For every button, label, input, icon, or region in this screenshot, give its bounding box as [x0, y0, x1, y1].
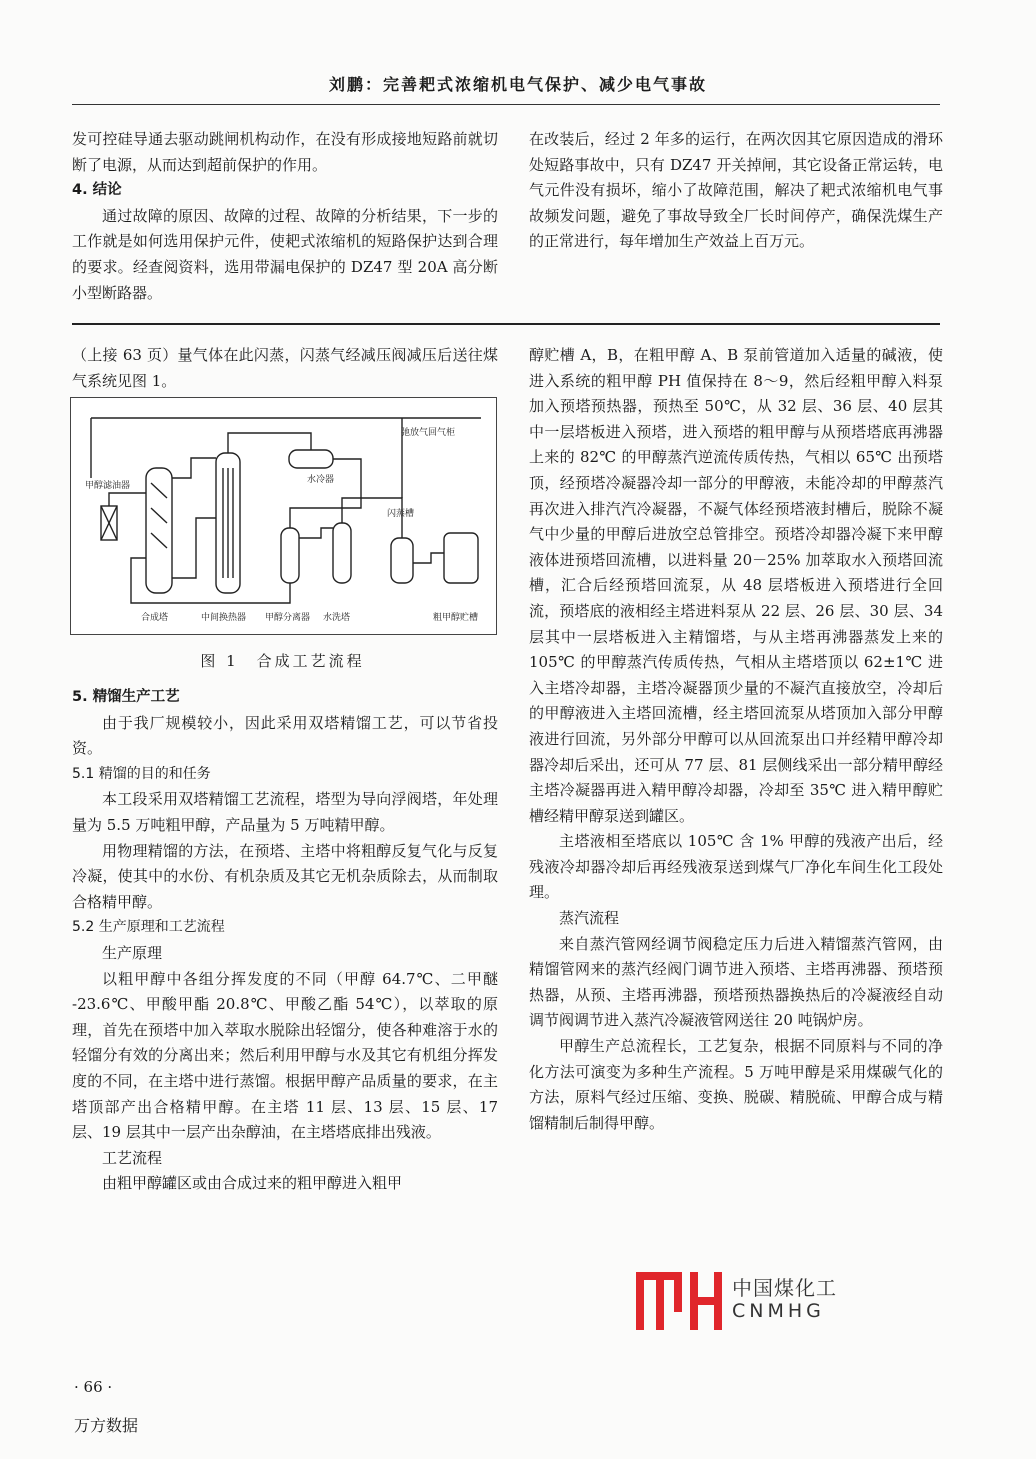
top-left-column — [72, 127, 498, 306]
top-right-column — [529, 127, 943, 255]
flash-tank — [391, 538, 413, 583]
label-cooler: 水冷器 — [307, 475, 335, 485]
label-separator: 甲醇分离器 — [265, 613, 311, 623]
paragraph: 甲醇生产总流程长，工艺复杂，根据不同原料与不同的净化方法可演变为多种生产流程。5 万吨甲醇是采用煤碳气化的方法，原料气经过压缩、变换、脱碳、精脱硫、甲醇合成与精馏精制后制得甲醇。 — [529, 1037, 943, 1132]
label-storage: 粗甲醇贮槽 — [433, 613, 479, 623]
label-synthesis: 合成塔 — [141, 613, 169, 623]
paragraph: 由粗甲醇罐区或由合成过来的粗甲醇进入粗甲 — [102, 1174, 403, 1193]
paragraph: 通过故障的原因、故障的过程、故障的分析结果，下一步的工作就是如何选用保护元件，使耙式浓缩机的短路保护达到合理的要求。经查阅资料，选用带漏电保护的 DZ47 型 20A 高分断小型断路器。 — [72, 206, 498, 302]
label-flash: 闪蒸槽 — [387, 509, 415, 519]
section-divider — [72, 323, 940, 325]
subheading: 生产原理 — [102, 943, 163, 962]
paragraph: 在改装后，经过 2 年多的运行，在两次因其它原因造成的滑环处短路事故中，只有 DZ47 开关掉闸，其它设备正常运转，电气元件没有损坏，缩小了故障范围，解决了耙式浓缩机电气事故频发问题，避免了事故导致全厂长时间停产，确保洗煤生产的正常进行，每年增加生产效益上百万元。 — [529, 130, 943, 251]
figure-caption: 图 1 合成工艺流程 — [200, 652, 365, 670]
label-exchanger: 中间换热器 — [201, 613, 247, 623]
subsection-heading: 5.1 精馏的目的和任务 — [72, 765, 211, 782]
header-rule — [72, 104, 940, 105]
flow-diagram — [71, 398, 496, 634]
water-cooler — [289, 450, 333, 468]
synthesis-tower — [146, 468, 172, 593]
paragraph: 醇贮槽 A，B，在粗甲醇 A、B 泵前管道加入适量的碱液，使进入系统的粗甲醇 PH 值保持在 8～9，然后经粗甲醇入料泵加入预塔预热器，预热至 50℃，从 32 层、36 层、40 层其中一层塔板进入预塔，进入预塔的粗甲醇与从预塔塔底再沸器上来的 82℃ 的甲醇蒸汽逆流传质传热，气相以 65℃ 出预塔顶，经预塔冷凝器冷却一部分的甲醇液，未能冷却的甲醇蒸汽再次进入排汽汽冷凝器，不凝气体经预塔液封槽后，脱除不凝气中少量的甲醇后进放空总管排空。预塔冷却器冷凝下来甲醇液体进预塔回流槽，以进料量 20－25% 加萃取水入预塔回流槽，汇合后经预塔回流泵，从 48 层塔板进入预塔进行全回流，预塔底的液相经主塔进料泵从 22 层、26 层、30 层、34 层其中一层塔板进入主精馏塔，与从主塔再沸器蒸发上来的 105℃ 的甲醇蒸汽传质传热，气相从主塔塔顶以 62±1℃ 进入主塔冷却器，主塔冷凝器顶少量的不凝汽直接放空，冷却后的甲醇液进入主塔回流槽，经主塔回流泵从塔顶加入部分甲醇液进行回流，另外部分甲醇可以从回流泵出口并经精甲醇冷却器冷却后采出，还可从 77 层、81 层侧线采出一部分精甲醇经主塔冷凝器再进入精甲醇冷却器，冷却至 35℃ 进入精甲醇贮槽经精甲醇泵送到罐区。 — [529, 346, 943, 825]
paragraph: 由于我厂规模较小，因此采用双塔精馏工艺，可以节省投资。 — [72, 713, 498, 758]
paragraph: 用物理精馏的方法，在预塔、主塔中将粗醇反复气化与反复冷凝，使其中的水份、有机杂质及其它无机杂质除去，从而制取合格精甲醇。 — [72, 841, 498, 911]
subheading: 工艺流程 — [102, 1148, 163, 1167]
label-filter: 甲醇滤油器 — [85, 481, 131, 491]
methanol-separator — [281, 528, 299, 583]
water-wash-tower — [333, 523, 351, 583]
section-heading: 4. 结论 — [72, 182, 122, 199]
label-gas-cabinet: 弛放气回气柜 — [401, 428, 456, 438]
logo-text-cn: 中国煤化工 — [732, 1276, 837, 1300]
paragraph: 发可控硅导通去驱动跳闸机构动作，在没有形成接地短路前就切断了电源，从而达到超前保护的作用。 — [72, 130, 498, 174]
paragraph: 本工段采用双塔精馏工艺流程，塔型为导向浮阀塔，年处理量为 5.5 万吨粗甲醇，产品量为 5 万吨精甲醇。 — [72, 790, 498, 834]
crude-methanol-storage — [444, 533, 478, 583]
page-number: · 66 · — [74, 1378, 113, 1396]
bottom-right-column — [529, 343, 943, 1136]
paragraph: 主塔液相至塔底以 105℃ 含 1% 甲醇的残液产出后，经残液冷却器冷却后再经残液泵送到煤气厂净化车间生化工段处理。 — [529, 832, 943, 902]
paragraph: （上接 63 页）量气体在此闪蒸，闪蒸气经减压阀减压后送往煤气系统见图 1。 — [72, 346, 498, 390]
bottom-left-column — [72, 685, 498, 1197]
paragraph: 来自蒸汽管网经调节阀稳定压力后进入精馏蒸汽管网，由精馏管网来的蒸汽经阀门调节进入预塔、主塔再沸器、预塔预热器，从预、主塔再沸器，预塔预热器换热后的冷凝液经自动调节阀调节进入蒸汽冷凝液管网送往 20 吨锅炉房。 — [529, 934, 943, 1030]
process-flow-figure — [70, 397, 497, 635]
source-watermark: 万方数据 — [74, 1416, 139, 1435]
running-header: 刘鹏：完善耙式浓缩机电气保护、减少电气事故 — [328, 75, 707, 94]
paragraph: 以粗甲醇中各组分挥发度的不同（甲醇 64.7℃、二甲醚 -23.6℃、甲酸甲酯 20.8℃、甲酸乙酯 54℃），以萃取的原理，首先在预塔中加入萃取水脱除出轻馏分，使各种难溶于水的轻馏分有效的分离出来；然后利用甲醇与水及其它有机组分挥发度的不同，在主塔中进行蒸馏。根据甲醇产品质量的要求，在主塔顶部产出合格精甲醇。在主塔 11 层、13 层、15 层、17 层、19 层其中一层产出杂醇油，在主塔塔底排出残液。 — [72, 969, 498, 1142]
subsection-heading: 5.2 生产原理和工艺流程 — [72, 919, 225, 936]
logo-text-en: CNMHG — [732, 1300, 825, 1322]
label-washer: 水洗塔 — [323, 613, 351, 623]
subheading: 蒸汽流程 — [559, 909, 620, 928]
section-heading: 5. 精馏生产工艺 — [72, 689, 180, 705]
bottom-left-intro — [72, 343, 498, 394]
